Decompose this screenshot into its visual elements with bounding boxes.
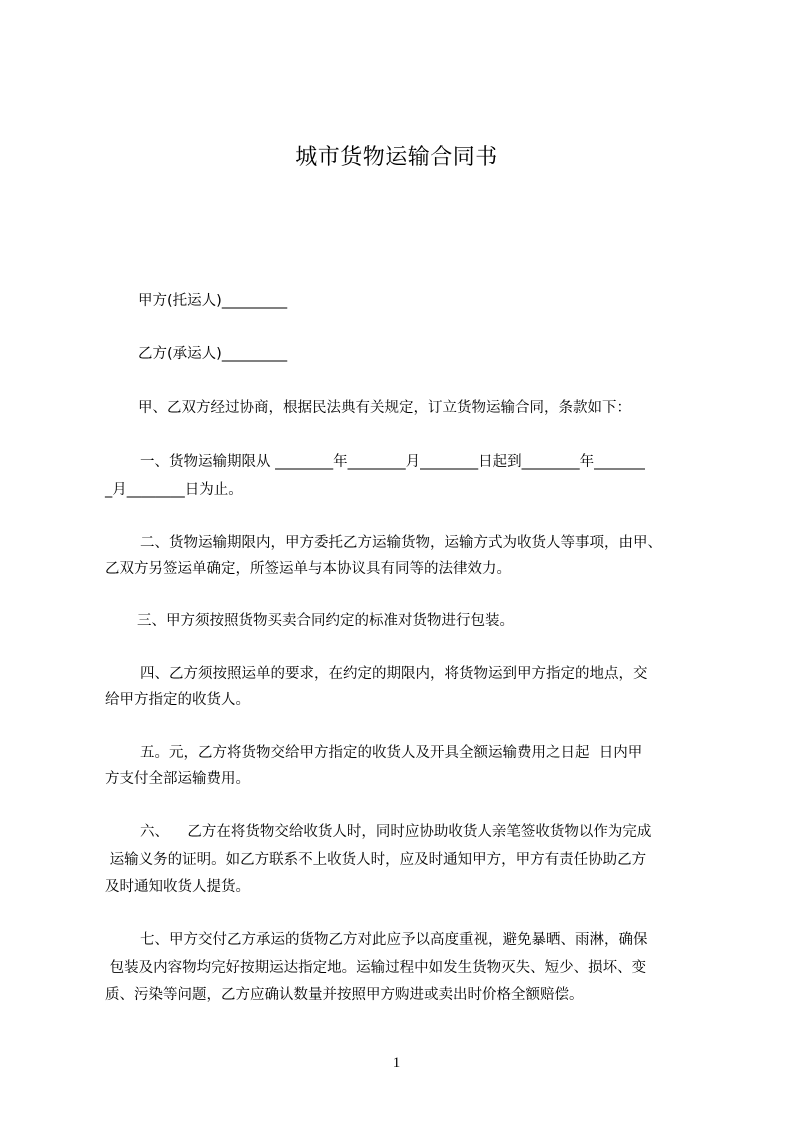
clause-7-line-3: 质、污染等问题，乙方应确认数量并按照甲方购进或卖出时价格全额赔偿。 bbox=[105, 987, 584, 1003]
clause-2-line-2: 乙双方另签运单确定，所签运单与本协议具有同等的法律效力。 bbox=[105, 561, 511, 577]
clause-1-line-1: 一、货物运输期限从 ________年________月________日起到________年_______ bbox=[140, 454, 645, 470]
document-title: 城市货物运输合同书 bbox=[295, 145, 498, 170]
clause-6-line-1: 六、 乙方在将货物交给收货人时，同时应协助收货人亲笔签收货物以作为完成 bbox=[140, 824, 652, 840]
clause-1-line-2: _月________日为止。 bbox=[105, 482, 243, 498]
page-number: 1 bbox=[392, 1055, 401, 1071]
clause-2-line-1: 二、货物运输期限内，甲方委托乙方运输货物，运输方式为收货人等事项，由甲、 bbox=[140, 535, 662, 551]
intro-paragraph: 甲、乙双方经过协商，根据民法典有关规定，订立货物运输合同，条款如下： bbox=[138, 400, 631, 416]
clause-7-line-1: 七、甲方交付乙方承运的货物乙方对此应予以高度重视，避免暴晒、雨淋，确保 bbox=[140, 932, 648, 948]
clause-7-line-2: 包装及内容物均完好按期运达指定地。运输过程中如发生货物灭失、短少、损坏、变 bbox=[105, 960, 647, 976]
clause-6-line-2: 运输义务的证明。如乙方联系不上收货人时，应及时通知甲方，甲方有责任协助乙方 bbox=[105, 852, 647, 868]
clause-3-line-1: 三、甲方须按照货物买卖合同约定的标准对货物进行包装。 bbox=[137, 613, 514, 629]
clause-6-line-3: 及时通知收货人提货。 bbox=[105, 879, 250, 895]
clause-5-line-2: 方支付全部运输费用。 bbox=[105, 771, 250, 787]
party-a-line: 甲方(托运人)_________ bbox=[138, 293, 288, 309]
party-b-line: 乙方(承运人)_________ bbox=[138, 346, 288, 362]
clause-4-line-1: 四、乙方须按照运单的要求，在约定的期限内，将货物运到甲方指定的地点，交 bbox=[140, 666, 648, 682]
clause-4-line-2: 给甲方指定的收货人。 bbox=[105, 692, 250, 708]
clause-5-line-1: 五。元，乙方将货物交给甲方指定的收货人及开具全额运输费用之日起 日内甲 bbox=[140, 745, 643, 761]
